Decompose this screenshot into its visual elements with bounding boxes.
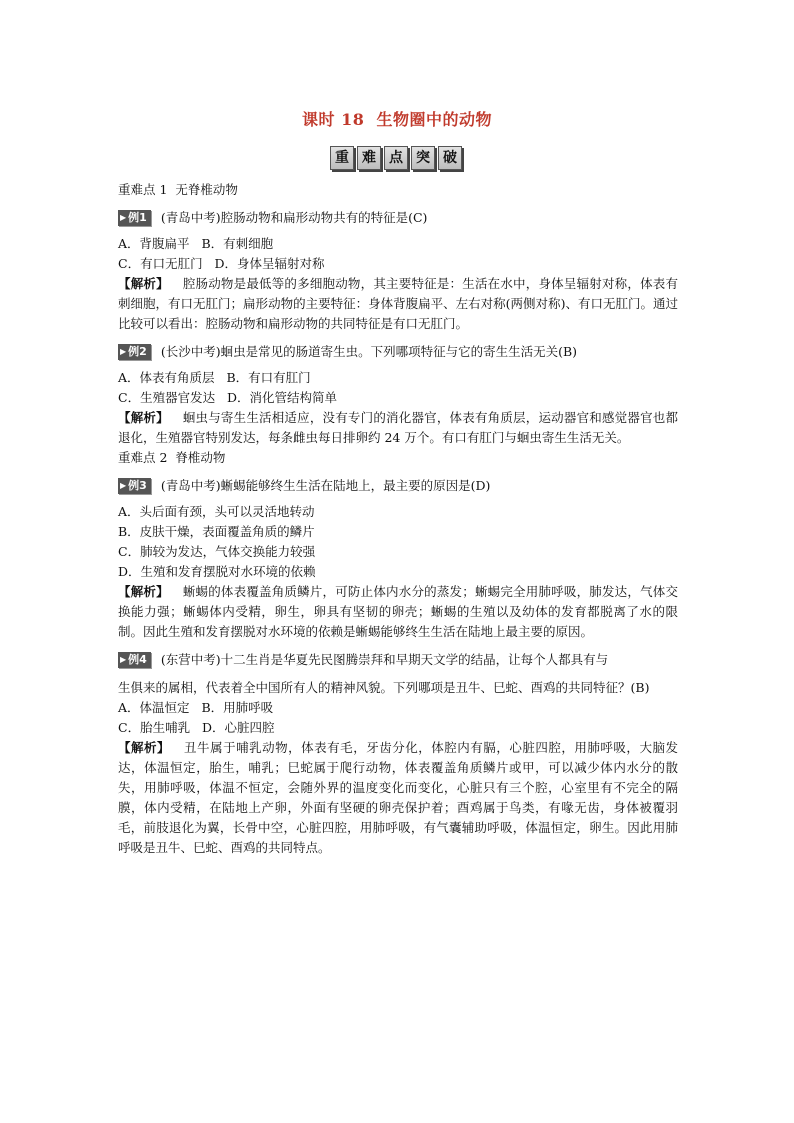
analysis-3 xyxy=(118,582,678,642)
example-1-question xyxy=(118,208,678,228)
option-line: C．生殖器官发达 D．消化管结构简单 xyxy=(118,390,338,405)
option-line: C．有口无肛门 D．身体呈辐射对称 xyxy=(118,256,325,271)
analysis-text: 蜥蜴的体表覆盖角质鳞片，可防止体内水分的蒸发；蜥蜴完全用肺呼吸，肺发达，气体交换能力强；蜥蜴体内受精，卵生，卵具有坚韧的卵壳；蜥蜴的生殖以及幼体的发育都脱离了水的限制。因此生殖和发育摆脱对水环境的依赖是蜥蜴能够终生生活在陆地上最主要的原因。 xyxy=(118,584,678,639)
option-line: D．生殖和发育摆脱对水环境的依赖 xyxy=(118,564,316,579)
analysis-text: 腔肠动物是最低等的多细胞动物，其主要特征是：生活在水中，身体呈辐射对称，体表有刺细胞，有口无肛门；扁形动物的主要特征：身体背腹扁平、左右对称(两侧对称)、有口无肛门。通过比较可以看出：腔肠动物和扁形动物的共同特征是有口无肛门。 xyxy=(118,276,678,331)
play-triangle-icon: ▶ xyxy=(120,347,127,356)
example-3-tag: ▶ 例3 xyxy=(118,478,151,494)
example-1-tag: ▶ 例1 xyxy=(118,210,151,226)
option-line: C．胎生哺乳 D．心脏四腔 xyxy=(118,720,275,735)
play-triangle-icon: ▶ xyxy=(120,213,127,222)
section-heading-1: 重难点 1 无脊椎动物 xyxy=(118,182,238,197)
analysis-label: 【解析】 xyxy=(118,584,169,599)
section-heading-2: 重难点 2 脊椎动物 xyxy=(118,450,226,465)
example-4-question xyxy=(118,650,678,698)
section-banner xyxy=(330,146,462,170)
question-text: (青岛中考)蜥蜴能够终生生活在陆地上，最主要的原因是(D) xyxy=(160,478,491,493)
option-line: A．头后面有颈，头可以灵活地转动 xyxy=(118,504,315,519)
option-line: B．皮肤干燥，表面覆盖角质的鳞片 xyxy=(118,524,315,539)
option-line: A．背腹扁平 B．有刺细胞 xyxy=(118,236,274,251)
analysis-text: 丑牛属于哺乳动物，体表有毛，牙齿分化，体腔内有膈，心脏四腔，用肺呼吸，大脑发达，体温恒定，胎生，哺乳；巳蛇属于爬行动物，体表覆盖角质鳞片或甲，可以减少体内水分的散失，用肺呼吸，体温不恒定，会随外界的温度变化而变化，心脏只有三个腔，心室里有不完全的隔膜，体内受精，在陆地上产卵，外面有坚硬的卵壳保护着；酉鸡属于鸟类，有喙无齿，身体被覆羽毛，前肢退化为翼，长骨中空，心脏四腔，用肺呼吸，有气囊辅助呼吸，体温恒定，卵生。因此用肺呼吸是丑牛、巳蛇、酉鸡的共同特点。 xyxy=(118,740,678,855)
example-2-tag: ▶ 例2 xyxy=(118,344,151,360)
question-text-continued: 生俱来的属相，代表着全中国所有人的精神风貌。下列哪项是丑牛、巳蛇、酉鸡的共同特征？(B) xyxy=(118,680,650,695)
page-title: 课时 18 生物圈中的动物 xyxy=(302,110,492,129)
option-line: A．体表有角质层 B．有口有肛门 xyxy=(118,370,311,385)
play-triangle-icon: ▶ xyxy=(120,655,127,664)
banner-char: 突 xyxy=(411,146,435,170)
example-4-tag: ▶ 例4 xyxy=(118,652,151,668)
analysis-label: 【解析】 xyxy=(118,410,169,425)
banner-char: 难 xyxy=(357,146,381,170)
example-3-question xyxy=(118,476,678,496)
analysis-label: 【解析】 xyxy=(118,276,169,291)
question-text: (青岛中考)腔肠动物和扁形动物共有的特征是(C) xyxy=(160,210,428,225)
content-body xyxy=(118,180,678,858)
option-line: C．肺较为发达，气体交换能力较强 xyxy=(118,544,316,559)
option-line: A．体温恒定 B．用肺呼吸 xyxy=(118,700,274,715)
play-triangle-icon: ▶ xyxy=(120,481,127,490)
analysis-text: 蛔虫与寄生生活相适应，没有专门的消化器官，体表有角质层，运动器官和感觉器官也都退化，生殖器官特别发达，每条雌虫每日排卵约 24 万个。有口有肛门与蛔虫寄生生活无关。 xyxy=(118,410,678,445)
analysis-1 xyxy=(118,274,678,334)
banner-char: 点 xyxy=(384,146,408,170)
analysis-4 xyxy=(118,738,678,858)
analysis-label: 【解析】 xyxy=(118,740,171,755)
analysis-2 xyxy=(118,408,678,448)
question-text: (东营中考)十二生肖是华夏先民图腾崇拜和早期天文学的结晶，让每个人都具有与 xyxy=(160,652,609,667)
question-text: (长沙中考)蛔虫是常见的肠道寄生虫。下列哪项特征与它的寄生生活无关(B) xyxy=(160,344,578,359)
example-2-question xyxy=(118,342,678,362)
banner-char: 破 xyxy=(438,146,462,170)
banner-char: 重 xyxy=(330,146,354,170)
